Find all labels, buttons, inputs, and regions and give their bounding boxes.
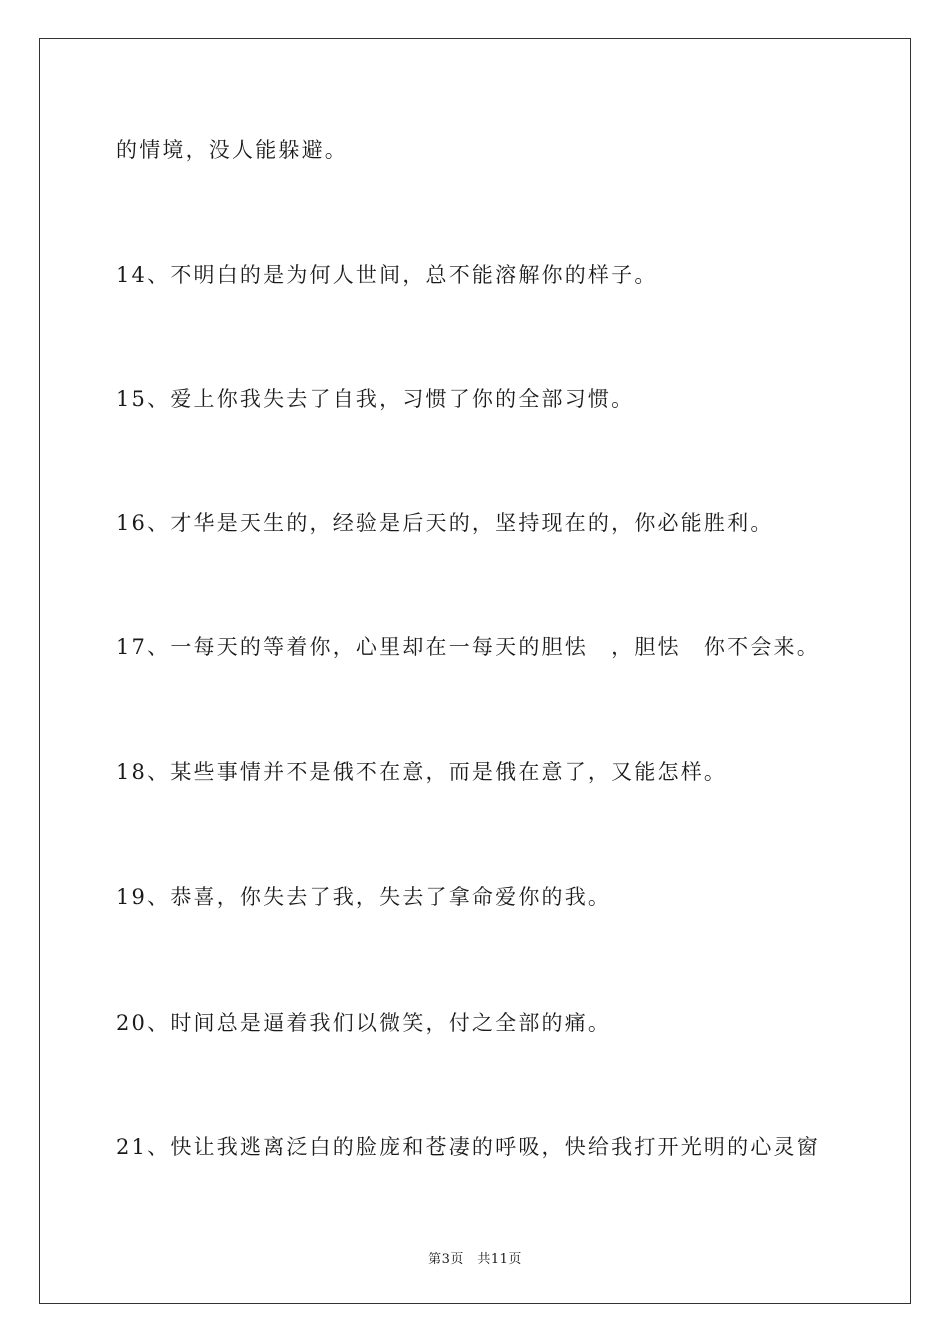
page-number-footer: 第3页 共11页 [428, 1252, 522, 1267]
paragraph-18: 18、某些事情并不是俄不在意，而是俄在意了，又能怎样。 [116, 760, 728, 784]
paragraph-19: 19、恭喜，你失去了我，失去了拿命爱你的我。 [116, 885, 612, 909]
page-frame [39, 38, 911, 1304]
paragraph-17: 17、一每天的等着你，心里却在一每天的胆怯 ，胆怯 你不会来。 [116, 635, 820, 659]
paragraph-21: 21、快让我逃离泛白的脸庞和苍凄的呼吸，快给我打开光明的心灵窗 [116, 1135, 820, 1159]
paragraph-14: 14、不明白的是为何人世间，总不能溶解你的样子。 [116, 263, 658, 287]
paragraph-20: 20、时间总是逼着我们以微笑，付之全部的痛。 [116, 1011, 612, 1035]
paragraph-continuation: 的情境，没人能躲避。 [116, 138, 348, 162]
paragraph-16: 16、才华是天生的，经验是后天的，坚持现在的，你必能胜利。 [116, 511, 774, 535]
paragraph-15: 15、爱上你我失去了自我，习惯了你的全部习惯。 [116, 387, 635, 411]
